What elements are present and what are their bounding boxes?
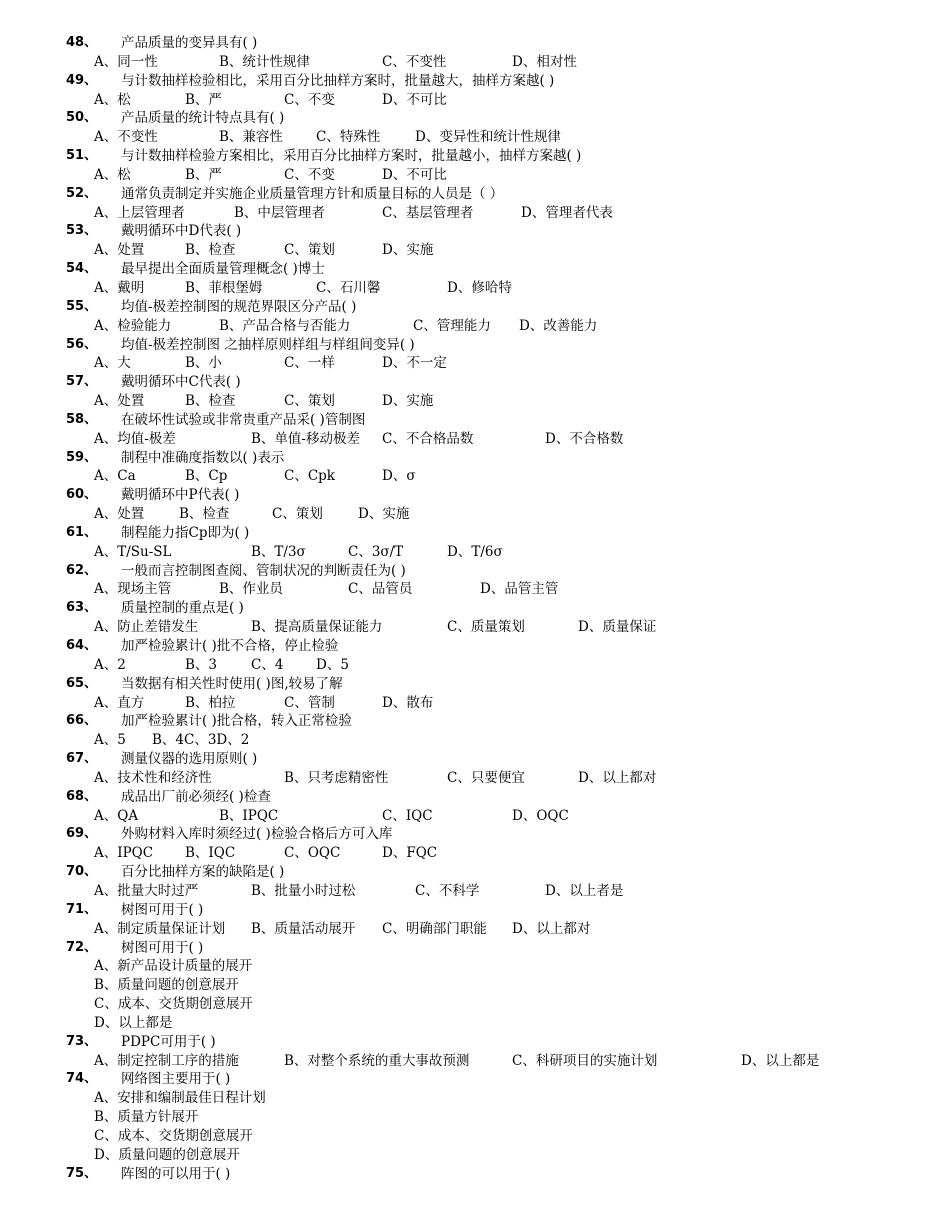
- question-number: 69、: [66, 826, 98, 842]
- answer-option[interactable]: C、不变: [284, 166, 335, 183]
- answer-option[interactable]: B、中层管理者: [234, 204, 325, 221]
- answer-option[interactable]: A、技术性和经济性: [94, 769, 212, 786]
- answer-option[interactable]: B、批量小时过松: [251, 882, 356, 899]
- question-75: [0, 1165, 950, 1184]
- answer-option[interactable]: D、质量保证: [578, 619, 657, 636]
- option-row: [0, 204, 950, 223]
- question-text: 与计数抽样检验相比，采用百分比抽样方案时，批量越大，抽样方案越( ): [121, 72, 555, 89]
- answer-option[interactable]: B、检查: [185, 393, 236, 410]
- question-66: [0, 712, 950, 731]
- question-number: 71、: [66, 901, 98, 917]
- question-number: 60、: [66, 487, 98, 503]
- answer-option[interactable]: B、Cp: [185, 468, 228, 485]
- answer-option[interactable]: C、特殊性: [316, 129, 381, 146]
- question-58: [0, 411, 950, 430]
- answer-option[interactable]: C、成本、交货期创意展开: [94, 1127, 253, 1144]
- question-number: 52、: [66, 185, 98, 201]
- question-text: 树图可用于( ): [121, 939, 204, 956]
- answer-option[interactable]: A、大: [94, 355, 131, 372]
- answer-option[interactable]: D、管理者代表: [521, 204, 613, 221]
- answer-option[interactable]: C、管制: [284, 694, 335, 711]
- option-row: [0, 1127, 950, 1146]
- answer-option[interactable]: A、检验能力: [94, 317, 172, 334]
- answer-option[interactable]: B、质量方针展开: [94, 1109, 199, 1126]
- answer-option[interactable]: D、品管主管: [480, 581, 559, 598]
- option-row: [0, 957, 950, 976]
- answer-option[interactable]: B、对整个系统的重大事故预测: [284, 1052, 470, 1069]
- answer-option[interactable]: A、戴明: [94, 279, 145, 296]
- answer-option[interactable]: B、3: [185, 656, 218, 673]
- question-text: 成品出厂前必须经( )检查: [121, 788, 271, 805]
- option-row: [0, 543, 950, 562]
- answer-option[interactable]: B、质量活动展开: [251, 920, 356, 937]
- question-55: [0, 298, 950, 317]
- question-number: 50、: [66, 110, 98, 126]
- answer-option[interactable]: C、IQC: [382, 807, 433, 824]
- answer-option[interactable]: D、变异性和统计性规律: [415, 129, 561, 146]
- question-text: 均值-极差控制图的规范界限区分产品( ): [121, 298, 357, 315]
- question-number: 65、: [66, 675, 98, 691]
- question-text: 外购材料入库时须经过( )检验合格后方可入库: [121, 826, 393, 843]
- question-51: [0, 147, 950, 166]
- answer-option[interactable]: D、T/6σ: [447, 543, 503, 560]
- answer-option[interactable]: B、严: [185, 91, 222, 108]
- answer-option[interactable]: C、明确部门职能: [382, 920, 487, 937]
- answer-option[interactable]: B、只考虑精密性: [284, 769, 389, 786]
- option-row: [0, 882, 950, 901]
- question-64: [0, 637, 950, 656]
- option-row: [0, 995, 950, 1014]
- answer-option[interactable]: D、质量问题的创意展开: [94, 1146, 240, 1163]
- answer-option[interactable]: A、IPQC: [94, 845, 154, 862]
- question-number: 64、: [66, 638, 98, 653]
- answer-option[interactable]: B、兼容性: [219, 129, 283, 146]
- option-row: [0, 279, 950, 298]
- answer-option[interactable]: B、检查: [185, 242, 236, 259]
- answer-option[interactable]: A、处置: [94, 506, 145, 523]
- answer-option[interactable]: C、不合格品数: [382, 430, 474, 447]
- question-text: 制程能力指Cp即为( ): [121, 524, 250, 541]
- question-number: 54、: [66, 261, 98, 277]
- answer-option[interactable]: A、防止差错发生: [94, 619, 199, 636]
- answer-option[interactable]: B、T/3σ: [251, 543, 306, 560]
- option-row: [0, 580, 950, 599]
- question-number: 68、: [66, 788, 98, 804]
- answer-option[interactable]: A、新产品设计质量的展开: [94, 958, 253, 975]
- question-text: 制程中准确度指数以( )表示: [121, 449, 285, 466]
- answer-option[interactable]: C、Cpk: [284, 468, 335, 485]
- option-row: [0, 354, 950, 373]
- answer-option[interactable]: D、以上者是: [545, 882, 624, 899]
- question-text: 加严检验累计( )批合格，转入正常检验: [121, 713, 352, 730]
- option-row: [0, 1089, 950, 1108]
- option-row: [0, 731, 950, 750]
- question-number: 63、: [66, 600, 98, 616]
- question-number: 59、: [66, 449, 98, 465]
- question-text: 百分比抽样方案的缺陷是( ): [121, 864, 285, 881]
- answer-option[interactable]: B、IQC: [185, 845, 236, 862]
- question-71: [0, 901, 950, 920]
- answer-option[interactable]: D、以上都是: [94, 1014, 173, 1031]
- question-text: 通常负责制定并实施企业质量管理方针和质量目标的人员是（ ）: [121, 185, 504, 202]
- question-70: [0, 863, 950, 882]
- question-text: 戴明循环中P代表( ): [121, 487, 240, 504]
- answer-option[interactable]: B、IPQC: [219, 807, 279, 824]
- answer-option[interactable]: C、成本、交货期创意展开: [94, 996, 253, 1013]
- answer-option[interactable]: C、石川馨: [316, 279, 381, 296]
- answer-option[interactable]: D、不合格数: [545, 430, 624, 447]
- question-text: 测量仪器的选用原则( ): [121, 751, 258, 768]
- question-48: [0, 34, 950, 53]
- question-text: 均值-极差控制图 之抽样原则样组与样组间变异( ): [121, 336, 415, 353]
- question-59: [0, 449, 950, 468]
- question-text: 与计数抽样检验方案相比，采用百分比抽样方案时，批量越小，抽样方案越( ): [121, 148, 582, 165]
- answer-option[interactable]: B、质量问题的创意展开: [94, 977, 239, 994]
- option-row: [0, 976, 950, 995]
- question-number: 66、: [66, 713, 98, 729]
- question-text: 产品质量的变异具有( ): [121, 35, 258, 51]
- option-row: [0, 618, 950, 637]
- question-number: 72、: [66, 939, 98, 955]
- question-54: [0, 260, 950, 279]
- answer-option[interactable]: C、策划: [284, 242, 335, 259]
- answer-option[interactable]: A、批量大时过严: [94, 882, 199, 899]
- answer-option[interactable]: A、现场主管: [94, 581, 172, 598]
- answer-option[interactable]: A、上层管理者: [94, 204, 185, 221]
- option-row: [0, 392, 950, 411]
- answer-option[interactable]: C、不变: [284, 91, 335, 108]
- question-number: 51、: [66, 148, 98, 164]
- question-68: [0, 788, 950, 807]
- question-number: 57、: [66, 374, 98, 390]
- answer-option[interactable]: D、σ: [382, 468, 416, 485]
- answer-option[interactable]: A、处置: [94, 393, 145, 410]
- answer-option[interactable]: C、科研项目的实施计划: [512, 1052, 658, 1069]
- question-text: 最早提出全面质量管理概念( )博士: [121, 261, 325, 278]
- answer-option[interactable]: B、小: [185, 355, 222, 372]
- question-56: [0, 336, 950, 355]
- answer-option[interactable]: A、QA: [94, 807, 139, 824]
- answer-option[interactable]: A、松: [94, 91, 131, 108]
- answer-option[interactable]: B、单值-移动极差: [251, 430, 360, 447]
- answer-option[interactable]: A、T/Su-SL: [94, 543, 172, 560]
- answer-option[interactable]: D、以上都对: [512, 920, 591, 937]
- answer-option[interactable]: B、作业员: [219, 581, 283, 598]
- question-text: 阵图的可以用于( ): [121, 1165, 231, 1182]
- option-row: [0, 430, 950, 449]
- question-number: 55、: [66, 298, 98, 314]
- question-number: 73、: [66, 1033, 98, 1049]
- question-52: [0, 185, 950, 204]
- answer-option[interactable]: B、提高质量保证能力: [251, 619, 383, 636]
- answer-option[interactable]: A、2: [94, 656, 126, 673]
- question-57: [0, 373, 950, 392]
- answer-option[interactable]: C、3σ/T: [348, 543, 404, 560]
- answer-option[interactable]: C、不科学: [415, 882, 480, 899]
- question-number: 61、: [66, 524, 98, 540]
- answer-option[interactable]: C、基层管理者: [382, 204, 474, 221]
- answer-option[interactable]: C、策划: [272, 506, 323, 523]
- answer-option[interactable]: A、制定质量保证计划: [94, 920, 226, 937]
- option-row: [0, 1146, 950, 1165]
- question-73: [0, 1033, 950, 1052]
- answer-option[interactable]: D、5: [316, 656, 349, 673]
- answer-option[interactable]: D、不可比: [382, 91, 447, 108]
- answer-option[interactable]: A、不变性: [94, 129, 158, 146]
- question-number: 49、: [66, 72, 98, 88]
- answer-option[interactable]: A、同一性: [94, 53, 158, 70]
- answer-option[interactable]: D、实施: [382, 393, 434, 410]
- question-number: 62、: [66, 562, 98, 578]
- answer-option[interactable]: A、松: [94, 166, 131, 183]
- answer-option[interactable]: A、直方: [94, 694, 145, 711]
- option-row: [0, 1052, 950, 1071]
- answer-option[interactable]: A、均值-极差: [94, 430, 176, 447]
- answer-option[interactable]: C、只要便宜: [447, 769, 525, 786]
- question-60: [0, 486, 950, 505]
- question-62: [0, 562, 950, 581]
- question-text: 戴明循环中D代表( ): [121, 223, 242, 240]
- question-text: 在破坏性试验或非常贵重产品采( )管制图: [121, 411, 366, 428]
- answer-option[interactable]: B、检查: [179, 506, 230, 523]
- question-number: 53、: [66, 223, 98, 239]
- answer-option[interactable]: B、产品合格与否能力: [219, 317, 351, 334]
- option-row: [0, 505, 950, 524]
- question-text: PDPC可用于( ): [121, 1033, 216, 1050]
- answer-option[interactable]: D、实施: [382, 242, 434, 259]
- question-text: 产品质量的统计特点具有( ): [121, 110, 285, 127]
- question-number: 74、: [66, 1071, 98, 1087]
- answer-option[interactable]: A、Ca: [94, 468, 136, 485]
- option-row: [0, 769, 950, 788]
- answer-option[interactable]: C、一样: [284, 355, 335, 372]
- answer-option[interactable]: C、管理能力: [413, 317, 491, 334]
- question-text: 当数据有相关性时使用( )图,较易了解: [121, 675, 343, 692]
- answer-option[interactable]: D、OQC: [512, 807, 569, 824]
- option-row: [0, 844, 950, 863]
- question-text: 网络图主要用于( ): [121, 1071, 231, 1088]
- answer-option[interactable]: A、处置: [94, 242, 145, 259]
- question-text: 质量控制的重点是( ): [121, 600, 244, 617]
- answer-option[interactable]: C、策划: [284, 393, 335, 410]
- answer-option[interactable]: A、制定控制工序的措施: [94, 1052, 239, 1069]
- option-row: [0, 1014, 950, 1033]
- question-text: 加严检验累计( )批不合格，停止检验: [121, 638, 339, 654]
- answer-option[interactable]: D、实施: [358, 506, 410, 523]
- question-number: 48、: [66, 35, 98, 50]
- question-number: 70、: [66, 864, 98, 880]
- answer-option[interactable]: B、4C、3D、2: [152, 732, 250, 749]
- answer-option[interactable]: D、相对性: [512, 53, 577, 70]
- answer-option[interactable]: D、改善能力: [519, 317, 598, 334]
- answer-option[interactable]: D、散布: [382, 694, 434, 711]
- answer-option[interactable]: B、柏拉: [185, 694, 236, 711]
- option-row: [0, 920, 950, 939]
- option-row: [0, 1108, 950, 1127]
- answer-option[interactable]: D、FQC: [382, 845, 438, 862]
- question-text: 树图可用于( ): [121, 901, 204, 918]
- answer-option[interactable]: C、4: [251, 656, 284, 673]
- question-number: 67、: [66, 751, 98, 767]
- option-row: [0, 128, 950, 147]
- question-text: 一般而言控制图查阅、管制状况的判断责任为( ): [121, 562, 406, 579]
- option-row: [0, 467, 950, 486]
- option-row: [0, 694, 950, 713]
- answer-option[interactable]: B、菲根堡姆: [185, 279, 263, 296]
- answer-option[interactable]: C、不变性: [382, 53, 447, 70]
- question-number: 75、: [66, 1165, 98, 1181]
- question-74: [0, 1070, 950, 1089]
- question-65: [0, 675, 950, 694]
- question-number: 56、: [66, 336, 98, 352]
- option-row: [0, 656, 950, 675]
- question-63: [0, 599, 950, 618]
- question-text: 戴明循环中C代表( ): [121, 374, 241, 391]
- question-53: [0, 222, 950, 241]
- option-row: [0, 53, 950, 72]
- question-61: [0, 524, 950, 543]
- answer-option[interactable]: A、安排和编制最佳日程计划: [94, 1090, 266, 1107]
- answer-option[interactable]: D、修哈特: [447, 279, 512, 296]
- answer-option[interactable]: B、统计性规律: [219, 53, 310, 70]
- question-67: [0, 750, 950, 769]
- answer-option[interactable]: D、不可比: [382, 166, 447, 183]
- answer-option[interactable]: C、质量策划: [447, 619, 525, 636]
- option-row: [0, 241, 950, 260]
- answer-option[interactable]: C、品管员: [348, 581, 413, 598]
- answer-option[interactable]: C、OQC: [284, 845, 341, 862]
- option-row: [0, 807, 950, 826]
- question-72: [0, 939, 950, 958]
- option-row: [0, 317, 950, 336]
- question-49: [0, 72, 950, 91]
- answer-option[interactable]: D、以上都对: [578, 769, 657, 786]
- question-number: 58、: [66, 411, 98, 427]
- option-row: [0, 166, 950, 185]
- answer-option[interactable]: A、5: [94, 732, 126, 749]
- answer-option[interactable]: D、以上都是: [741, 1052, 820, 1069]
- question-50: [0, 109, 950, 128]
- answer-option[interactable]: B、严: [185, 166, 222, 183]
- answer-option[interactable]: D、不一定: [382, 355, 447, 372]
- question-list: [0, 34, 950, 1183]
- option-row: [0, 91, 950, 110]
- question-69: [0, 825, 950, 844]
